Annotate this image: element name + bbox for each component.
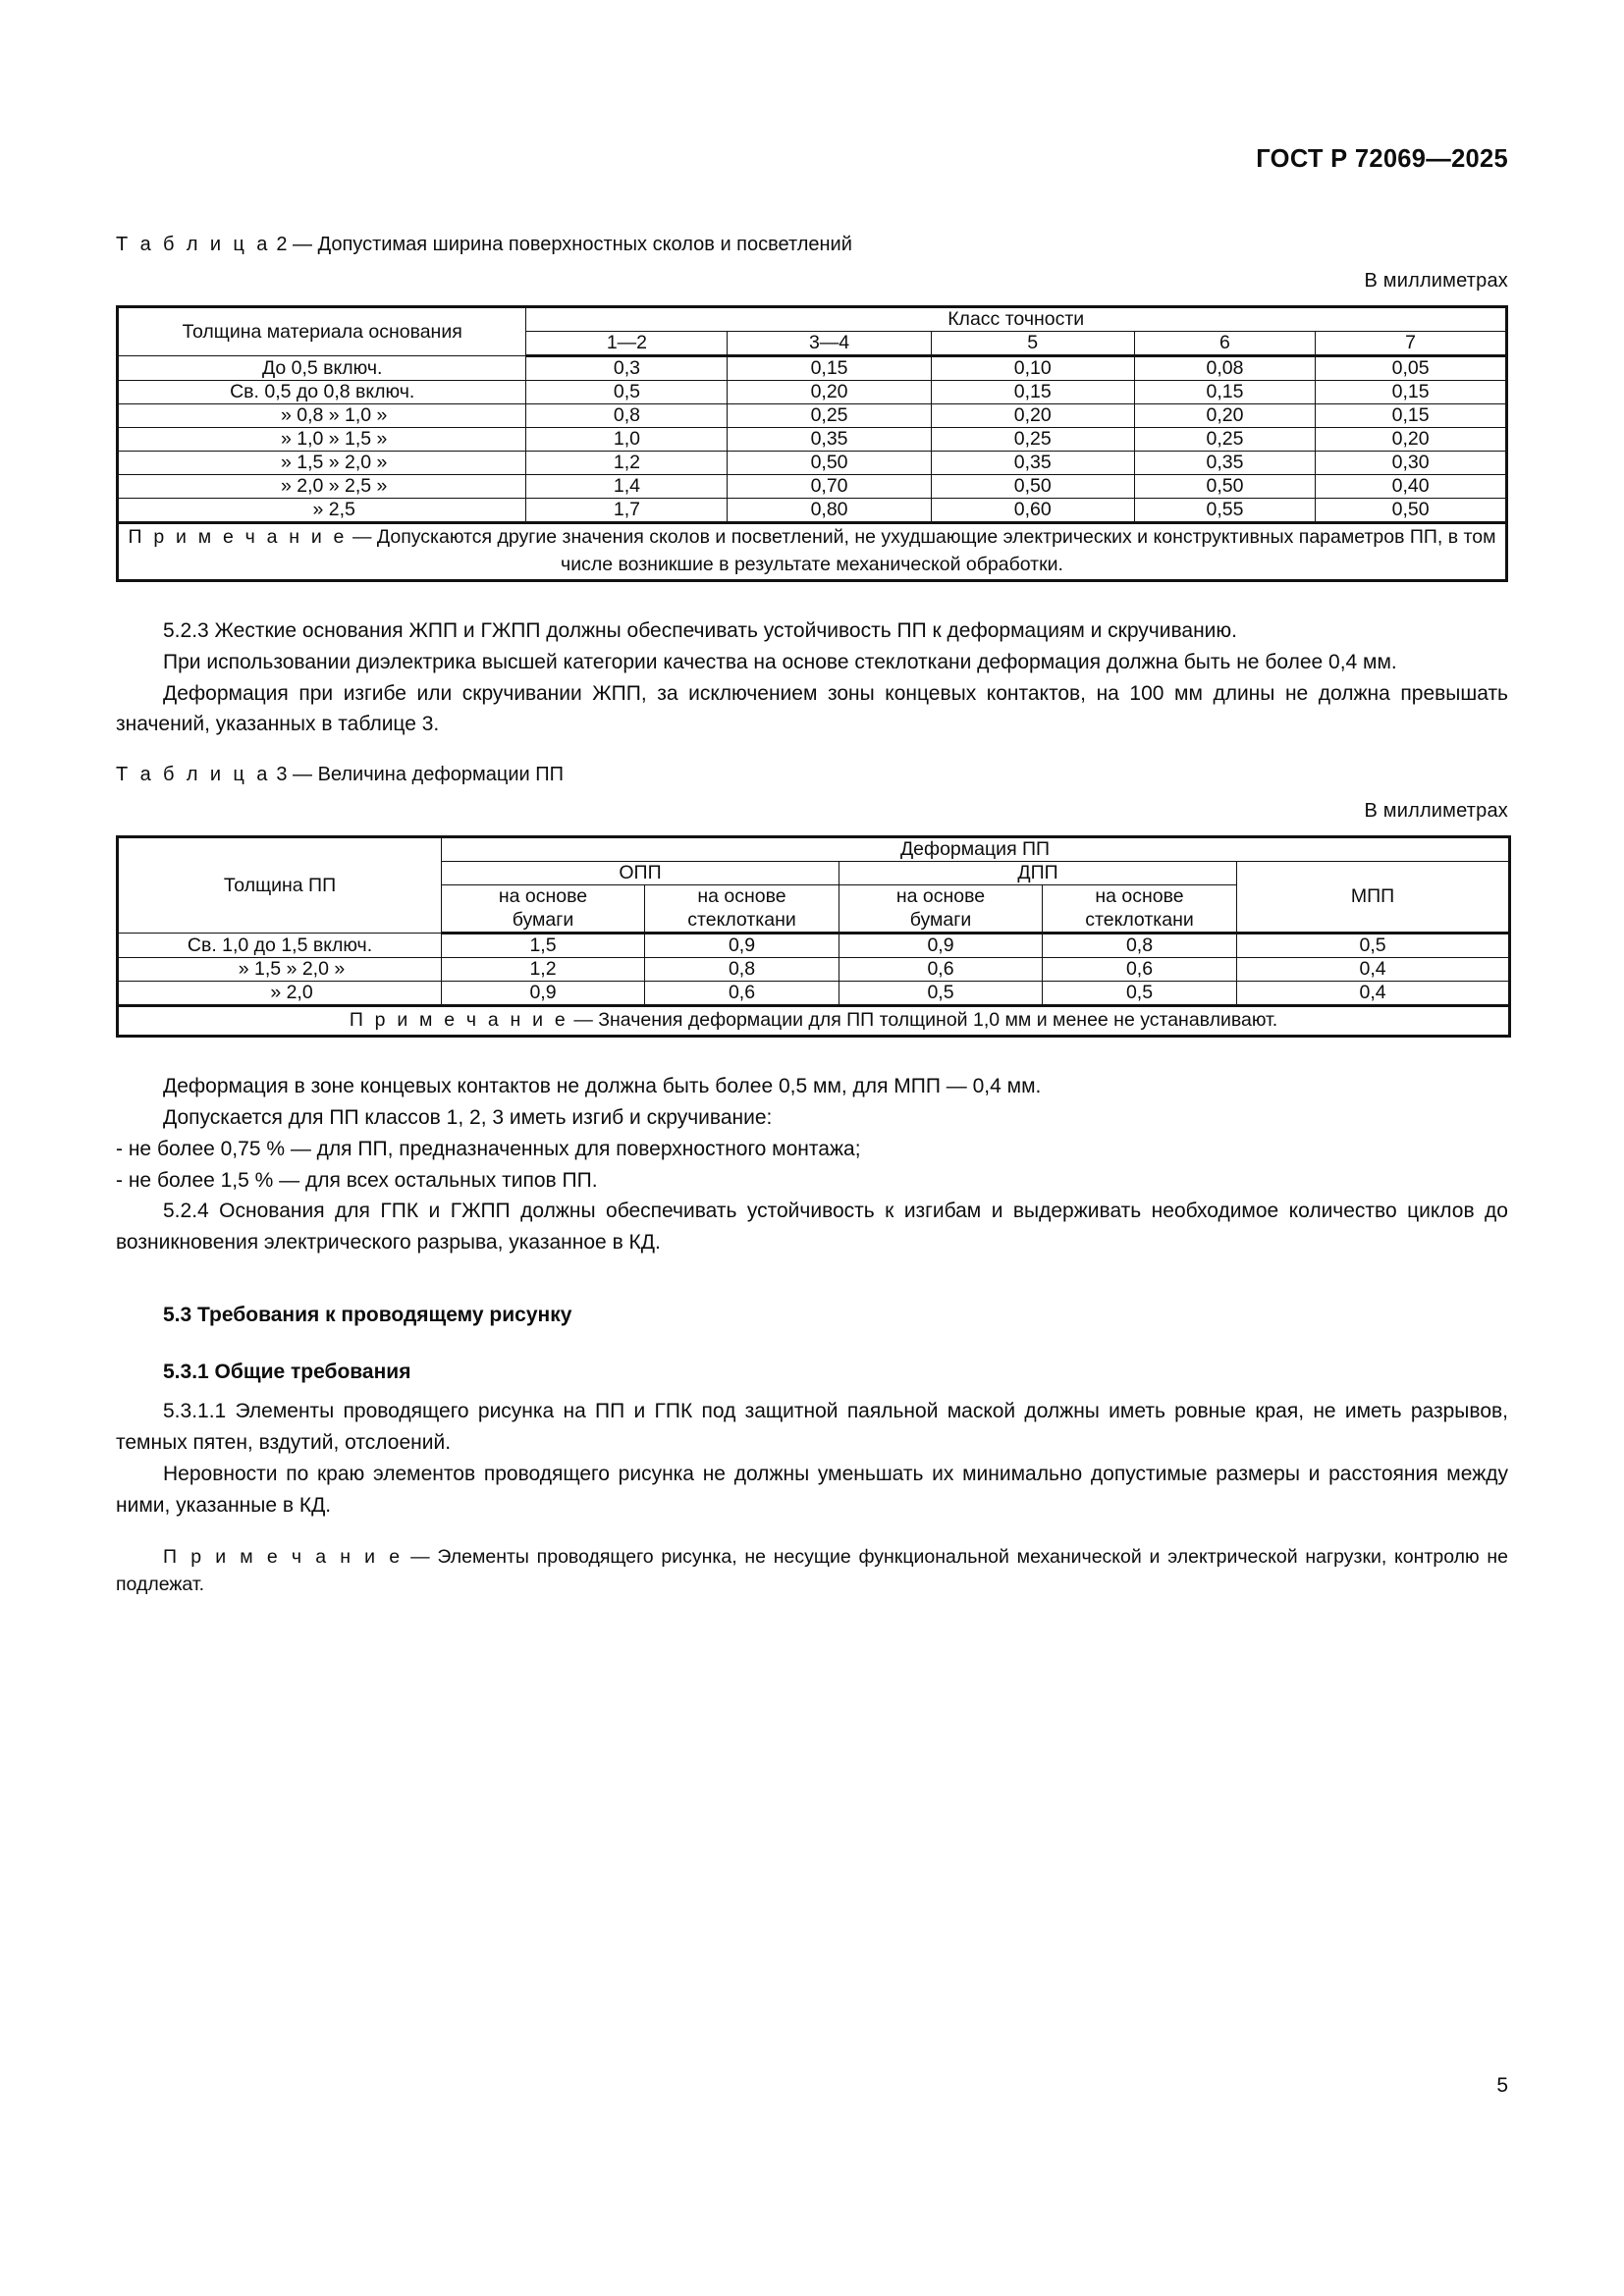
table3-caption-number: 3 (276, 764, 288, 786)
table2-cell: 0,70 (728, 475, 931, 499)
table2-header-row-1 (118, 307, 1507, 332)
table3-leaf-header (645, 885, 839, 934)
table3-cell: 0,6 (839, 958, 1043, 982)
paragraph-end-contacts: Деформация в зоне концевых контактов не должна быть более 0,5 мм, для МПП — 0,4 мм. (163, 1074, 1042, 1097)
table2-cell: 1,2 (526, 452, 728, 475)
table3-header-row-1 (118, 837, 1510, 862)
paragraph-unevenness: Неровности по краю элементов проводящего рисунка не должны уменьшать их минимально допустимые размеры и расстояния между ними, указанные в КД. (116, 1463, 1508, 1518)
leaf-header-line: бумаги (909, 908, 972, 931)
leaf-header-line: стеклоткани (1085, 908, 1194, 931)
table2-row-label: До 0,5 включ. (118, 356, 526, 381)
table2-note (118, 523, 1507, 580)
table2-row-label: » 0,8 » 1,0 » (118, 404, 526, 428)
table3-note-text: — Значения деформации для ПП толщиной 1,0 мм и менее не устанавливают. (573, 1009, 1278, 1032)
table2-cell: 0,20 (728, 381, 931, 404)
table2-cell: 0,35 (931, 452, 1134, 475)
table2-cell: 0,50 (728, 452, 931, 475)
table2-caption (116, 232, 1508, 257)
table-row (118, 958, 1510, 982)
table-row (118, 356, 1507, 381)
table3-caption (116, 762, 1508, 787)
table3-cell: 0,5 (839, 982, 1043, 1006)
table2-units-label: В миллиметрах (1364, 270, 1508, 292)
table2-cell: 0,10 (931, 356, 1134, 381)
table3-cell: 0,9 (645, 934, 839, 958)
table2-cell: 0,40 (1316, 475, 1507, 499)
table3-cell: 0,8 (1043, 934, 1237, 958)
table2-cell: 0,05 (1316, 356, 1507, 381)
table3-cell: 1,2 (442, 958, 645, 982)
heading-5-3: 5.3 Требования к проводящему рисунку (163, 1304, 572, 1327)
table2-note-text: — Допускаются другие значения сколов и посветлений, не ухудшающие электрических и конструктивных параметров ПП, в том числе возникшие в результате механической обработки. (352, 526, 1496, 576)
table3-row-label: » 1,5 » 2,0 » (118, 958, 442, 982)
table2-cell: 0,15 (728, 356, 931, 381)
table3-row-label: » 2,0 (118, 982, 442, 1006)
paragraph-5-2-4: 5.2.4 Основания для ГПК и ГЖПП должны обеспечивать устойчивость к изгибам и выдерживать необходимое количество циклов до возникновения электрического разрыва, указанное в КД. (116, 1200, 1508, 1255)
table-row (118, 404, 1507, 428)
table2-cell: 0,80 (728, 499, 931, 523)
body-note-text: — Элементы проводящего рисунка, не несущие функциональной механической и электрической нагрузки, контролю не подлежат. (116, 1545, 1509, 1596)
table3-caption-prefix: Т а б л и ц а (116, 764, 271, 786)
page-content (116, 232, 1508, 1598)
paragraph-5-2-3: 5.2.3 Жесткие основания ЖПП и ГЖПП должны обеспечивать устойчивость ПП к деформациям и скручиванию. (163, 618, 1237, 642)
leaf-header-line: на основе (498, 885, 588, 908)
table-row (118, 428, 1507, 452)
table3-leaf-header (442, 885, 645, 934)
table2-cell: 0,60 (931, 499, 1134, 523)
table2 (116, 305, 1508, 582)
table-row (118, 499, 1507, 523)
table2-group-header: Класс точности (526, 307, 1507, 332)
bullet-surface-mount: - не более 0,75 % — для ПП, предназначенных для поверхностного монтажа; (116, 1137, 861, 1160)
leaf-header-line: стеклоткани (687, 908, 796, 931)
table2-cell: 1,0 (526, 428, 728, 452)
table3-cell: 0,6 (1043, 958, 1237, 982)
table2-cell: 1,4 (526, 475, 728, 499)
table-row (118, 381, 1507, 404)
table-row (118, 452, 1507, 475)
table3 (116, 835, 1511, 1037)
table3-cell: 0,4 (1237, 982, 1510, 1006)
body-note (116, 1543, 1508, 1599)
table-row (118, 475, 1507, 499)
table2-caption-dash: — (293, 234, 313, 255)
table2-cell: 0,15 (1316, 404, 1507, 428)
table2-col-header: 5 (931, 332, 1134, 356)
table3-leaf-header (839, 885, 1043, 934)
table3-cell: 0,5 (1237, 934, 1510, 958)
bullet-other-types: - не более 1,5 % — для всех остальных типов ПП. (116, 1168, 598, 1192)
table2-cell: 0,20 (1134, 404, 1315, 428)
leaf-header-line: на основе (895, 885, 986, 908)
table2-cell: 0,50 (931, 475, 1134, 499)
table3-caption-title: Величина деформации ПП (317, 764, 565, 786)
heading-5-3-1: 5.3.1 Общие требования (163, 1361, 411, 1384)
table2-stub-header: Толщина материала основания (118, 307, 526, 356)
table3-note-row (118, 1006, 1510, 1037)
table2-row-label: » 2,0 » 2,5 » (118, 475, 526, 499)
table2-cell: 0,35 (1134, 452, 1315, 475)
table3-row-label: Св. 1,0 до 1,5 включ. (118, 934, 442, 958)
table2-cell: 0,25 (1134, 428, 1315, 452)
table3-cell: 0,6 (645, 982, 839, 1006)
table2-col-header: 3—4 (728, 332, 931, 356)
table2-row-label: » 1,5 » 2,0 » (118, 452, 526, 475)
page-number: 5 (1496, 2074, 1508, 2097)
table3-cell: 0,9 (442, 982, 645, 1006)
paragraph-allowed-bend: Допускается для ПП классов 1, 2, 3 иметь изгиб и скручивание: (163, 1105, 773, 1129)
table2-caption-prefix: Т а б л и ц а (116, 234, 271, 255)
table3-group-header: Деформация ПП (442, 837, 1510, 862)
table2-cell: 0,8 (526, 404, 728, 428)
paragraph-dielectric: При использовании диэлектрика высшей категории качества на основе стеклоткани деформация должна быть не более 0,4 мм. (163, 650, 1397, 673)
table2-cell: 0,35 (728, 428, 931, 452)
table2-cell: 0,20 (1316, 428, 1507, 452)
table2-row-label: » 2,5 (118, 499, 526, 523)
paragraph-deformation-bend: Деформация при изгибе или скручивании ЖПП, за исключением зоны концевых контактов, на 100 мм длины не должна превышать значений, указанных в таблице 3. (116, 681, 1508, 736)
table2-cell: 0,08 (1134, 356, 1315, 381)
table3-cell: 0,5 (1043, 982, 1237, 1006)
table2-note-row (118, 523, 1507, 580)
leaf-header-line: на основе (697, 885, 786, 908)
table2-cell: 0,15 (931, 381, 1134, 404)
table3-stub-header: Толщина ПП (118, 837, 442, 934)
table2-cell: 0,20 (931, 404, 1134, 428)
table2-cell: 0,50 (1134, 475, 1315, 499)
leaf-header-line: на основе (1095, 885, 1184, 908)
table3-note-label: П р и м е ч а н и е (349, 1009, 568, 1032)
table2-row-label: Св. 0,5 до 0,8 включ. (118, 381, 526, 404)
table3-cell: 1,5 (442, 934, 645, 958)
table2-col-header: 6 (1134, 332, 1315, 356)
table-row (118, 982, 1510, 1006)
table3-cell: 0,8 (645, 958, 839, 982)
table3-note (118, 1006, 1510, 1037)
paragraph-5-3-1-1: 5.3.1.1 Элементы проводящего рисунка на ПП и ГПК под защитной паяльной маской должны иметь ровные края, не иметь разрывов, темных пятен, вздутий, отслоений. (116, 1400, 1508, 1455)
table-row (118, 934, 1510, 958)
table3-cell: 0,9 (839, 934, 1043, 958)
table2-caption-number: 2 (276, 234, 288, 255)
table2-cell: 0,5 (526, 381, 728, 404)
table2-row-label: » 1,0 » 1,5 » (118, 428, 526, 452)
table2-col-header: 1—2 (526, 332, 728, 356)
standard-id-header: ГОСТ Р 72069—2025 (1256, 145, 1508, 173)
body-note-label: П р и м е ч а н и е (163, 1545, 404, 1568)
table3-units-label: В миллиметрах (1364, 800, 1508, 823)
table2-cell: 1,7 (526, 499, 728, 523)
table2-note-label: П р и м е ч а н и е (128, 526, 348, 549)
table2-cell: 0,30 (1316, 452, 1507, 475)
table2-cell: 0,15 (1316, 381, 1507, 404)
table3-cell: 0,4 (1237, 958, 1510, 982)
table2-col-header: 7 (1316, 332, 1507, 356)
table2-caption-title: Допустимая ширина поверхностных сколов и посветлений (317, 234, 852, 255)
table3-leaf-header (1043, 885, 1237, 934)
table3-caption-dash: — (293, 764, 313, 786)
table2-cell: 0,25 (931, 428, 1134, 452)
table2-cell: 0,25 (728, 404, 931, 428)
leaf-header-line: бумаги (512, 908, 574, 931)
table2-cell: 0,15 (1134, 381, 1315, 404)
table3-subgroup-dpp: ДПП (839, 862, 1237, 885)
table2-cell: 0,3 (526, 356, 728, 381)
table2-cell: 0,50 (1316, 499, 1507, 523)
table3-subgroup-opp: ОПП (442, 862, 839, 885)
table2-cell: 0,55 (1134, 499, 1315, 523)
table3-subgroup-mpp: МПП (1237, 862, 1510, 934)
